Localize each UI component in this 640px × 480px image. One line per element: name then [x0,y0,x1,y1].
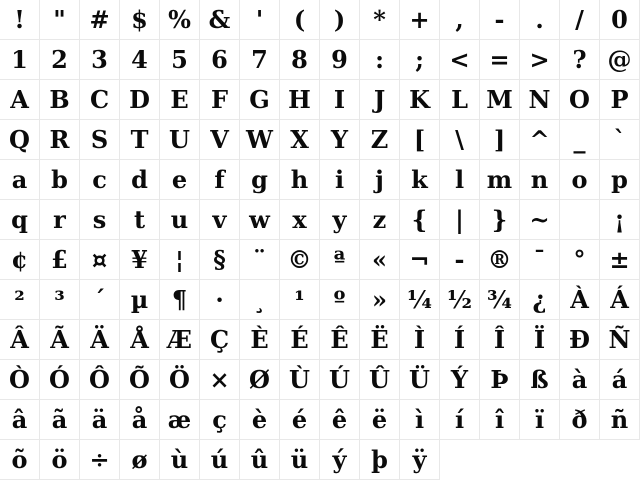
glyph-cell: ä [80,400,120,440]
glyph-cell: 3 [80,40,120,80]
glyph-cell: ð [560,400,600,440]
glyph-cell: g [240,160,280,200]
glyph-cell: 4 [120,40,160,80]
glyph-cell: N [520,80,560,120]
glyph-cell: = [480,40,520,80]
glyph-cell: ½ [440,280,480,320]
glyph-cell: ý [320,440,360,480]
glyph-cell: Y [320,120,360,160]
glyph-cell: O [560,80,600,120]
glyph-cell: ú [200,440,240,480]
glyph-cell: ë [360,400,400,440]
glyph-cell: Ô [80,360,120,400]
glyph-cell: j [360,160,400,200]
glyph-cell: ¸ [240,280,280,320]
glyph-cell: J [360,80,400,120]
glyph-cell: Ä [80,320,120,360]
glyph-cell: 8 [280,40,320,80]
glyph-cell: 9 [320,40,360,80]
glyph-cell: ¼ [400,280,440,320]
glyph-cell: ! [0,0,40,40]
glyph-cell: » [360,280,400,320]
glyph-cell: k [400,160,440,200]
glyph-cell: ¢ [0,240,40,280]
glyph-cell: - [480,0,520,40]
glyph-cell: Ö [160,360,200,400]
glyph-cell: Ç [200,320,240,360]
glyph-cell: Õ [120,360,160,400]
glyph-cell: ç [200,400,240,440]
glyph-cell: " [40,0,80,40]
glyph-cell: A [0,80,40,120]
glyph-cell: Ø [240,360,280,400]
glyph-cell: 7 [240,40,280,80]
glyph-cell: ¥ [120,240,160,280]
glyph-cell: É [280,320,320,360]
glyph-cell: , [440,0,480,40]
glyph-cell: £ [40,240,80,280]
glyph-cell: Ñ [600,320,640,360]
glyph-cell: I [320,80,360,120]
glyph-cell: º [320,280,360,320]
glyph-cell: ¡ [600,200,640,240]
glyph-cell: è [240,400,280,440]
glyph-cell: ' [240,0,280,40]
glyph-cell: e [160,160,200,200]
glyph-cell: é [280,400,320,440]
glyph-cell: Â [0,320,40,360]
glyph-cell: ^ [520,120,560,160]
glyph-cell: S [80,120,120,160]
glyph-cell: f [200,160,240,200]
glyph-cell: ¹ [280,280,320,320]
glyph-cell: ¯ [520,240,560,280]
glyph-cell: ß [520,360,560,400]
glyph-cell: : [360,40,400,80]
glyph-cell: w [240,200,280,240]
glyph-cell: Ú [320,360,360,400]
glyph-cell: ] [480,120,520,160]
glyph-cell: ? [560,40,600,80]
glyph-cell: æ [160,400,200,440]
glyph-cell: Ù [280,360,320,400]
glyph-cell: # [80,0,120,40]
glyph-cell: Ý [440,360,480,400]
glyph-cell: K [400,80,440,120]
glyph-cell: h [280,160,320,200]
glyph-cell: a [0,160,40,200]
glyph-cell: p [600,160,640,200]
glyph-cell: V [200,120,240,160]
glyph-cell: / [560,0,600,40]
glyph-cell: á [600,360,640,400]
glyph-cell: c [80,160,120,200]
glyph-cell: Á [600,280,640,320]
glyph-cell: P [600,80,640,120]
glyph-cell: % [160,0,200,40]
glyph-cell: > [520,40,560,80]
glyph-cell: Ò [0,360,40,400]
glyph-cell: Ï [520,320,560,360]
glyph-cell: ü [280,440,320,480]
glyph-cell: 5 [160,40,200,80]
glyph-cell: & [200,0,240,40]
glyph-cell: D [120,80,160,120]
glyph-cell: ± [600,240,640,280]
glyph-cell: ® [480,240,520,280]
glyph-cell: T [120,120,160,160]
glyph-cell: < [440,40,480,80]
glyph-cell: à [560,360,600,400]
glyph-cell: Ð [560,320,600,360]
glyph-cell: u [160,200,200,240]
glyph-cell: Ì [400,320,440,360]
glyph-cell: U [160,120,200,160]
glyph-cell: Å [120,320,160,360]
glyph-cell: ² [0,280,40,320]
glyph-cell: ù [160,440,200,480]
glyph-cell: _ [560,120,600,160]
glyph-cell: + [400,0,440,40]
glyph-cell: 2 [40,40,80,80]
glyph-cell: \ [440,120,480,160]
glyph-cell: § [200,240,240,280]
glyph-cell: b [40,160,80,200]
glyph-cell: ³ [40,280,80,320]
glyph-cell: þ [360,440,400,480]
glyph-cell: Î [480,320,520,360]
glyph-cell: Í [440,320,480,360]
glyph-cell: µ [120,280,160,320]
glyph-cell: 6 [200,40,240,80]
glyph-cell: . [520,0,560,40]
glyph-cell: ã [40,400,80,440]
glyph-cell: Ã [40,320,80,360]
glyph-cell: R [40,120,80,160]
glyph-cell: i [320,160,360,200]
glyph-cell: v [200,200,240,240]
glyph-cell: * [360,0,400,40]
glyph-cell: © [280,240,320,280]
glyph-cell: À [560,280,600,320]
glyph-cell: ° [560,240,600,280]
glyph-cell: o [560,160,600,200]
glyph-cell: d [120,160,160,200]
glyph-cell: x [280,200,320,240]
glyph-cell: M [480,80,520,120]
glyph-cell: î [480,400,520,440]
glyph-cell: · [200,280,240,320]
glyph-cell: Þ [480,360,520,400]
glyph-cell: Q [0,120,40,160]
glyph-cell: r [40,200,80,240]
glyph-cell: ÿ [400,440,440,480]
glyph-cell: L [440,80,480,120]
glyph-cell: E [160,80,200,120]
glyph-cell: Û [360,360,400,400]
glyph-cell: ¶ [160,280,200,320]
glyph-cell: [ [400,120,440,160]
glyph-cell: W [240,120,280,160]
glyph-cell: « [360,240,400,280]
glyph-cell: ; [400,40,440,80]
glyph-cell: l [440,160,480,200]
glyph-cell: ¨ [240,240,280,280]
glyph-cell: y [320,200,360,240]
glyph-cell: } [480,200,520,240]
glyph-cell: ï [520,400,560,440]
glyph-cell: ê [320,400,360,440]
glyph-cell: X [280,120,320,160]
glyph-cell: Ê [320,320,360,360]
glyph-cell: | [440,200,480,240]
glyph-cell: { [400,200,440,240]
glyph-cell: ¦ [160,240,200,280]
glyph-cell: Ë [360,320,400,360]
empty-glyph-cell [560,200,600,240]
glyph-cell: â [0,400,40,440]
glyph-cell: È [240,320,280,360]
glyph-cell: × [200,360,240,400]
glyph-cell: õ [0,440,40,480]
glyph-cell: t [120,200,160,240]
glyph-cell: @ [600,40,640,80]
glyph-cell: Æ [160,320,200,360]
glyph-cell: Ó [40,360,80,400]
glyph-cell: Ü [400,360,440,400]
glyph-cell: - [440,240,480,280]
glyph-cell: ¾ [480,280,520,320]
glyph-cell: ø [120,440,160,480]
glyph-cell: å [120,400,160,440]
glyph-cell: s [80,200,120,240]
glyph-cell: ¿ [520,280,560,320]
glyph-cell: H [280,80,320,120]
glyph-cell: m [480,160,520,200]
glyph-cell: n [520,160,560,200]
glyph-cell: ` [600,120,640,160]
glyph-cell: ) [320,0,360,40]
glyph-cell: í [440,400,480,440]
glyph-cell: q [0,200,40,240]
glyph-cell: ö [40,440,80,480]
glyph-cell: ì [400,400,440,440]
glyph-cell: C [80,80,120,120]
glyph-cell: 0 [600,0,640,40]
glyph-cell: Z [360,120,400,160]
glyph-cell: F [200,80,240,120]
glyph-cell: ñ [600,400,640,440]
glyph-cell: $ [120,0,160,40]
glyph-cell: ´ [80,280,120,320]
glyph-cell: B [40,80,80,120]
glyph-cell: ( [280,0,320,40]
glyph-cell: û [240,440,280,480]
glyph-cell: ª [320,240,360,280]
glyph-cell: 1 [0,40,40,80]
glyph-cell: z [360,200,400,240]
glyph-cell: ¬ [400,240,440,280]
glyph-cell: ÷ [80,440,120,480]
glyph-cell: G [240,80,280,120]
glyph-cell: ~ [520,200,560,240]
glyph-cell: ¤ [80,240,120,280]
